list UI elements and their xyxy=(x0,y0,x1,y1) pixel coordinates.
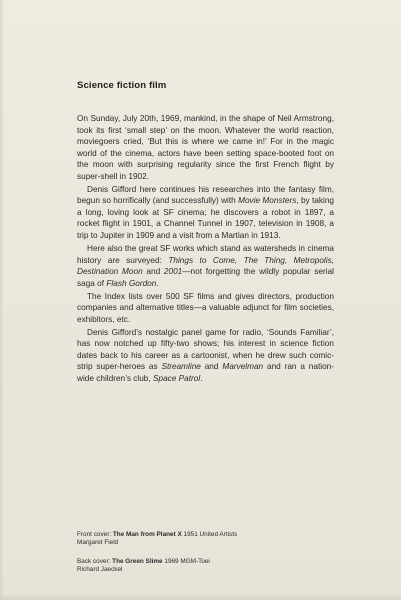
italic-title: Space Patrol xyxy=(152,374,201,384)
paragraph-text: , by taking a long, loving look at SF cinema; he discovers a robot in 1897, a rocket flight in 1901, a Channel Tunnel in 1907, television in 1908, a trip to Jupiter in 1909 and a visit from a Martian in 1913. xyxy=(77,196,334,240)
paragraph-text: —not forgetting the wildly popular serial saga of xyxy=(77,267,334,288)
blurb-body xyxy=(77,113,334,386)
paragraph-text: . xyxy=(156,278,159,288)
paragraph-text: Denis Gifford’s nostalgic panel game for radio, ‘Sounds Familiar’, has now notched up fifty-two shows; his interest in science fiction dates back to his career as a cartoonist, when he drew such comic-strip super-heroes as xyxy=(77,327,334,372)
page-title: Science fiction film xyxy=(77,80,167,91)
back-cover-film-detail: 1969 MGM-Toei xyxy=(162,558,210,565)
back-cover-film-title: The Green Slime xyxy=(112,558,163,565)
paragraph-text: and xyxy=(142,267,164,277)
back-cover-line xyxy=(77,558,337,566)
front-cover-label: Front cover: xyxy=(77,531,113,538)
blurb-paragraph xyxy=(77,291,334,326)
paragraph-text: Denis Gifford here continues his researches into the fantasy film, begun so horrifically (and successfully) with xyxy=(77,184,334,206)
front-cover-line xyxy=(77,531,337,539)
blurb-paragraph xyxy=(77,327,334,385)
back-cover-credit xyxy=(77,558,337,575)
blurb-paragraph xyxy=(77,184,334,242)
paragraph-text: On Sunday, July 20th, 1969, mankind, in the shape of Neil Armstrong, took its first ‘small step’ on the moon. Whatever the world reaction, moviegoers cried, ‘But this is where we came in!’ For in the magic world of the cinema, actors have been setting space-booted foot on the moon with surprising regularity since the first French flight by super-shell in 1902. xyxy=(77,114,334,181)
paragraph-text: Here also the great SF works which stand as watersheds in cinema history are surveyed: xyxy=(77,244,334,265)
italic-title: 2001 xyxy=(163,267,183,277)
back-cover-actor: Richard Jaeckel xyxy=(77,566,123,574)
front-cover-actor: Margaret Field xyxy=(77,539,119,547)
paper-edge-left xyxy=(0,0,4,600)
italic-title: Movie Monsters xyxy=(238,196,297,206)
front-cover-film-title: The Man from Planet X xyxy=(112,531,182,538)
paragraph-text: and xyxy=(200,362,223,372)
front-cover-film-detail: 1951 United Artists xyxy=(181,531,238,538)
italic-title: Things to Come, The Thing, Metropolis, Destination Moon xyxy=(77,255,334,277)
back-cover-label: Back cover: xyxy=(77,558,113,565)
blurb-paragraph xyxy=(77,113,334,182)
paragraph-text: and ran a nation-wide children’s club, xyxy=(77,362,334,384)
italic-title: Marvelman xyxy=(222,362,264,372)
italic-title: Streamline xyxy=(161,362,201,372)
paragraph-text: The Index lists over 500 SF films and gives directors, production companies and alternative titles—a valuable adjunct for film societies, exhibitors, etc. xyxy=(77,291,334,324)
front-cover-credit xyxy=(77,531,337,548)
paper-edge-bottom xyxy=(0,594,401,600)
italic-title: Flash Gordon xyxy=(106,278,157,288)
paragraph-text: . xyxy=(200,374,203,384)
blurb-paragraph xyxy=(77,243,334,289)
